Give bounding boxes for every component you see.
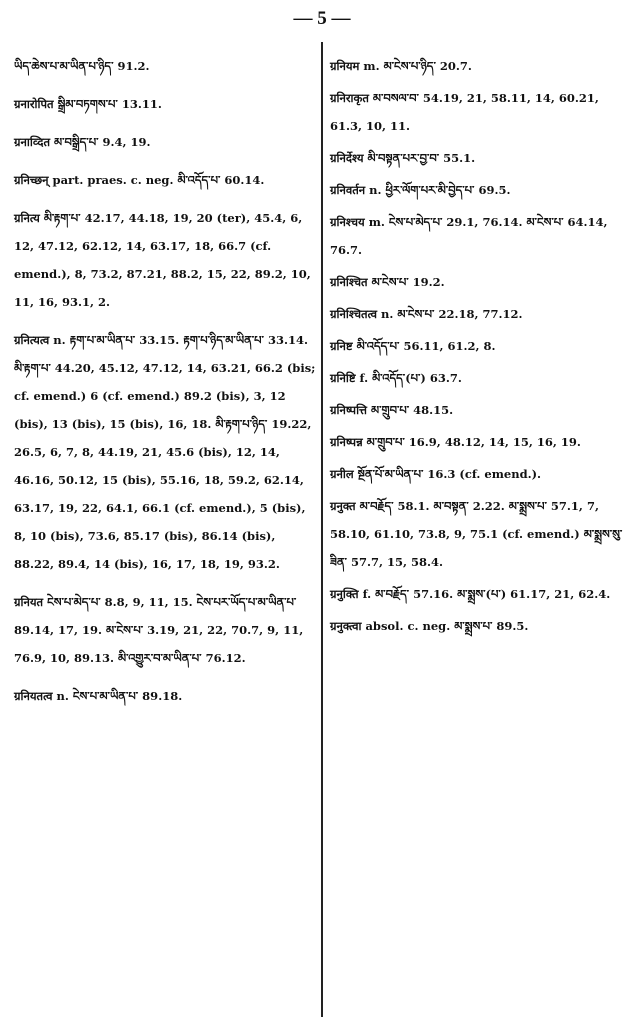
dictionary-entry: ग्रनिच्छन् part. praes. c. neg. མི་འདོད་པ་ 60.14. bbox=[14, 173, 265, 187]
dictionary-entry: ग्रनिर्देश्य མི་བསྟན་པར་བྱ་བ་ 55.1. bbox=[330, 151, 476, 165]
dictionary-entry: ग्रनाव्दित མ་བསྒྲིད་པ་ 9.4, 19. bbox=[14, 135, 151, 149]
dictionary-entry: ग्रनियत ངེས་པ་མེད་པ་ 8.8, 9, 11, 15. ངེས་པར་ཡོད་པ་མ་ཡིན་པ་ 89.14, 17, 19. མ་ངེས་པ་ 3.19, 21, 22, 70.7, 9, 11, 76.9, 10, 89.13. མི་འགྱུར་བ་མ་ཡིན་པ་ 76.12. bbox=[14, 595, 304, 665]
dictionary-entry: ग्रनिश्चितत्व n. མ་ངེས་པ་ 22.18, 77.12. bbox=[330, 307, 523, 321]
dictionary-entry: ग्रनिष्पन्न མ་གྲུབ་པ་ 16.9, 48.12, 14, 15, 16, 19. bbox=[330, 435, 581, 449]
right-column bbox=[330, 52, 630, 644]
dictionary-entry: ग्रनुक्त्वा absol. c. neg. མ་སྨྲས་པ་ 89.5. bbox=[330, 619, 529, 633]
dictionary-entry: ग्रनित्य མི་རྟག་པ་ 42.17, 44.18, 19, 20 (ter), 45.4, 6, 12, 47.12, 62.12, 14, 63.17, 18, 66.7 (cf. emend.), 8, 73.2, 87.21, 88.2, 15, 22, 89.2, 10, 11, 16, 93.1, 2. bbox=[14, 211, 311, 309]
dictionary-entry: ग्रनारोपित སྒྲིམ་བཏགས་པ་ 13.11. bbox=[14, 97, 162, 111]
dictionary-entry: ग्रनिश्चित མ་ངེས་པ་ 19.2. bbox=[330, 275, 445, 289]
dictionary-entry: ग्रनित्यत्व n. རྟག་པ་མ་ཡིན་པ་ 33.15. རྟག་པ་ཉིད་མ་ཡིན་པ་ 33.14. མི་རྟག་པ་ 44.20, 45.12, 47.12, 14, 63.21, 66.2 (bis; cf. emend.) 6 (cf. emend.) 89.2 (bis), 3, 12 (bis), 13 (bis), 15 (bis), 16, 18. མི་རྟག་པ་ཉིད་ 19.22, 26.5, 6, 7, 8, 44.19, 21, 45.6 (bis), 12, 14, 46.16, 50.12, 15 (bis), 55.16, 18, 59.2, 62.14, 63.17, 19, 22, 64.1, 66.1 (cf. emend.), 5 (bis), 8, 10 (bis), 73.6, 85.17 (bis), 86.14 (bis), 88.22, 89.4, 14 (bis), 16, 17, 18, 19, 93.2. bbox=[14, 333, 316, 571]
dictionary-entry: ཡིད་ཆེས་པ་མ་ཡིན་པ་ཉིད་ 91.2. bbox=[14, 59, 150, 73]
column-divider bbox=[321, 42, 323, 1017]
dictionary-entry: ग्रनिराकृत མ་བསལ་བ་ 54.19, 21, 58.11, 14, 60.21, 61.3, 10, 11. bbox=[330, 91, 599, 133]
dictionary-entry: ग्रनील སྔོན་པོ་མ་ཡིན་པ་ 16.3 (cf. emend.). bbox=[330, 467, 542, 481]
dictionary-entry: ग्रनुक्ति f. མ་བརྗོད་ 57.16. མ་སྨྲས་(པ་) 61.17, 21, 62.4. bbox=[330, 587, 611, 601]
dictionary-entry: ग्रनिश्चय m. ངེས་པ་མེད་པ་ 29.1, 76.14. མ་ངེས་པ་ 64.14, 76.7. bbox=[330, 215, 608, 257]
dictionary-entry: ग्रनुक्त མ་བརྗོད་ 58.1. མ་བསྟན་ 2.22. མ་སྨྲས་པ་ 57.1, 7, 58.10, 61.10, 73.8, 9, 75.1 (cf. emend.) མ་སྨྲས་སུ་ཟིན་ 57.7, 15, 58.4. bbox=[330, 499, 623, 569]
dictionary-entry: ग्रनिवर्तन n. ཕྱིར་ལོག་པར་མི་བྱེད་པ་ 69.5. bbox=[330, 183, 511, 197]
dictionary-entry: ग्रनियम m. མ་ངེས་པ་ཉིད་ 20.7. bbox=[330, 59, 472, 73]
dictionary-entry: ग्रनिष्टि f. མི་འདོད་(པ་) 63.7. bbox=[330, 371, 462, 385]
page-number: — 5 — bbox=[293, 8, 351, 29]
dictionary-entry: ग्रनिष्ट མི་འདོད་པ་ 56.11, 61.2, 8. bbox=[330, 339, 496, 353]
dictionary-entry: ग्रनियतत्व n. ངེས་པ་མ་ཡིན་པ་ 89.18. bbox=[14, 689, 183, 703]
dictionary-entry: ग्रनिष्पत्ति མ་གྲུབ་པ་ 48.15. bbox=[330, 403, 454, 417]
left-column bbox=[14, 52, 316, 720]
